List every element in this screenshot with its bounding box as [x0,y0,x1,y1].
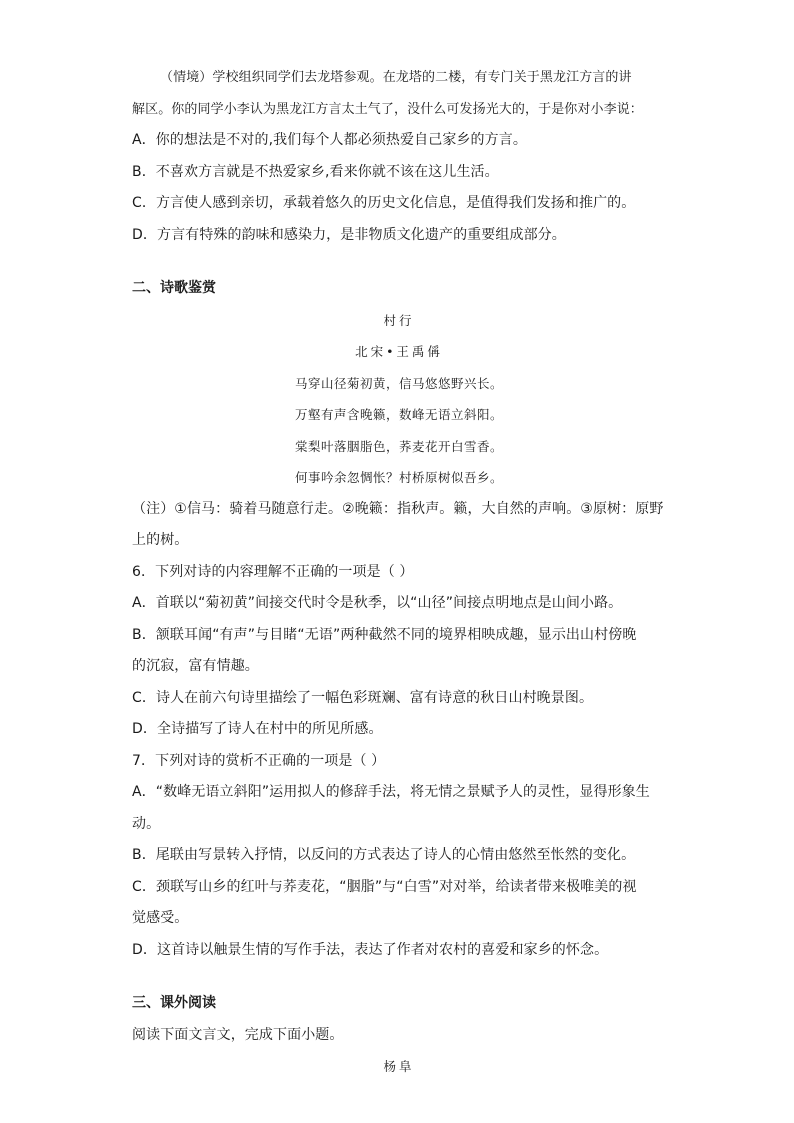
context-option-d: D．方言有特殊的韵味和感染力，是非物质文化遗产的重要组成部分。 [132,226,566,243]
question-6-stem: 6．下列对诗的内容理解不正确的一项是（ ） [132,563,414,580]
question-7-option-d: D．这首诗以触景生情的写作手法，表达了作者对农村的喜爱和家乡的怀念。 [132,941,609,958]
question-7-option-c-line-1: C．颈联写山乡的红叶与荞麦花，“胭脂”与“白雪”对对举，给读者带来极唯美的视 [132,878,637,895]
section-2-heading: 二、诗歌鉴赏 [132,280,216,296]
exam-page [132,62,666,1083]
spacer [132,966,666,988]
question-7-option-a-line-2: 动。 [132,815,161,832]
poem-line-3: 棠梨叶落胭脂色，荞麦花开白雪香。 [294,438,503,454]
question-7-option-a-line-1: A．“数峰无语立斜阳”运用拟人的修辞手法，将无情之景赋予人的灵性，显得形象生 [132,784,650,800]
context-option-b: B．不喜欢方言就是不热爱家乡,看来你就不该在这儿生活。 [132,163,499,180]
question-6-option-c: C．诗人在前六句诗里描绘了一幅色彩斑斓、富有诗意的秋日山村晚景图。 [132,689,594,706]
poem-line-1: 马穿山径菊初黄，信马悠悠野兴长。 [294,375,503,391]
question-7-option-b: B．尾联由写景转入抒情，以反问的方式表达了诗人的心情由悠然至怅然的变化。 [132,847,636,863]
question-6-option-a: A．首联以“菊初黄”间接交代时令是秋季，以“山径”间接点明地点是山间小路。 [132,595,623,611]
poem-note-line-2: 上的树。 [132,532,189,548]
poem-author: 北宋•王禹偁 [355,344,443,359]
section-3-heading: 三、课外阅读 [132,995,216,1011]
question-6-option-b-line-1: B．颔联耳闻“有声”与目睹“无语”两种截然不同的境界相映成趣，显示出山村傍晚 [132,626,637,643]
context-line-2: 解区。你的同学小李认为黑龙江方言太土气了，没什么可发扬光大的，于是你对小李说： [132,101,643,117]
question-6-option-d: D．全诗描写了诗人在村中的所见所感。 [132,721,383,737]
passage-title: 杨阜 [383,1059,415,1074]
context-option-c: C．方言使人感到亲切，承载着悠久的历史文化信息，是值得我们发扬和推广的。 [132,195,636,211]
context-line-1: （情境）学校组织同学们去龙塔参观。在龙塔的二楼，有专门关于黑龙江方言的讲 [160,70,632,85]
question-6-option-b-line-2: 的沉寂，富有情趣。 [132,658,259,674]
context-option-a: A．你的想法是不对的,我们每个人都必须热爱自己家乡的方言。 [132,132,527,148]
poem-note-line-1: （注）①信马：骑着马随意行走。②晚籁：指秋声。籁，大自然的声响。③原树：原野 [132,500,664,517]
poem-title: 村行 [383,312,415,328]
question-7-option-c-line-2: 觉感受。 [132,910,189,926]
section-3-instruction: 阅读下面文言文，完成下面小题。 [132,1026,344,1043]
spacer [132,251,666,273]
question-7-stem: 7．下列对诗的赏析不正确的一项是（ ） [132,752,386,769]
poem-line-2: 万壑有声含晚籁，数峰无语立斜阳。 [294,407,503,422]
poem-line-4: 何事吟余忽惆怅？村桥原树似吾乡。 [294,470,503,485]
